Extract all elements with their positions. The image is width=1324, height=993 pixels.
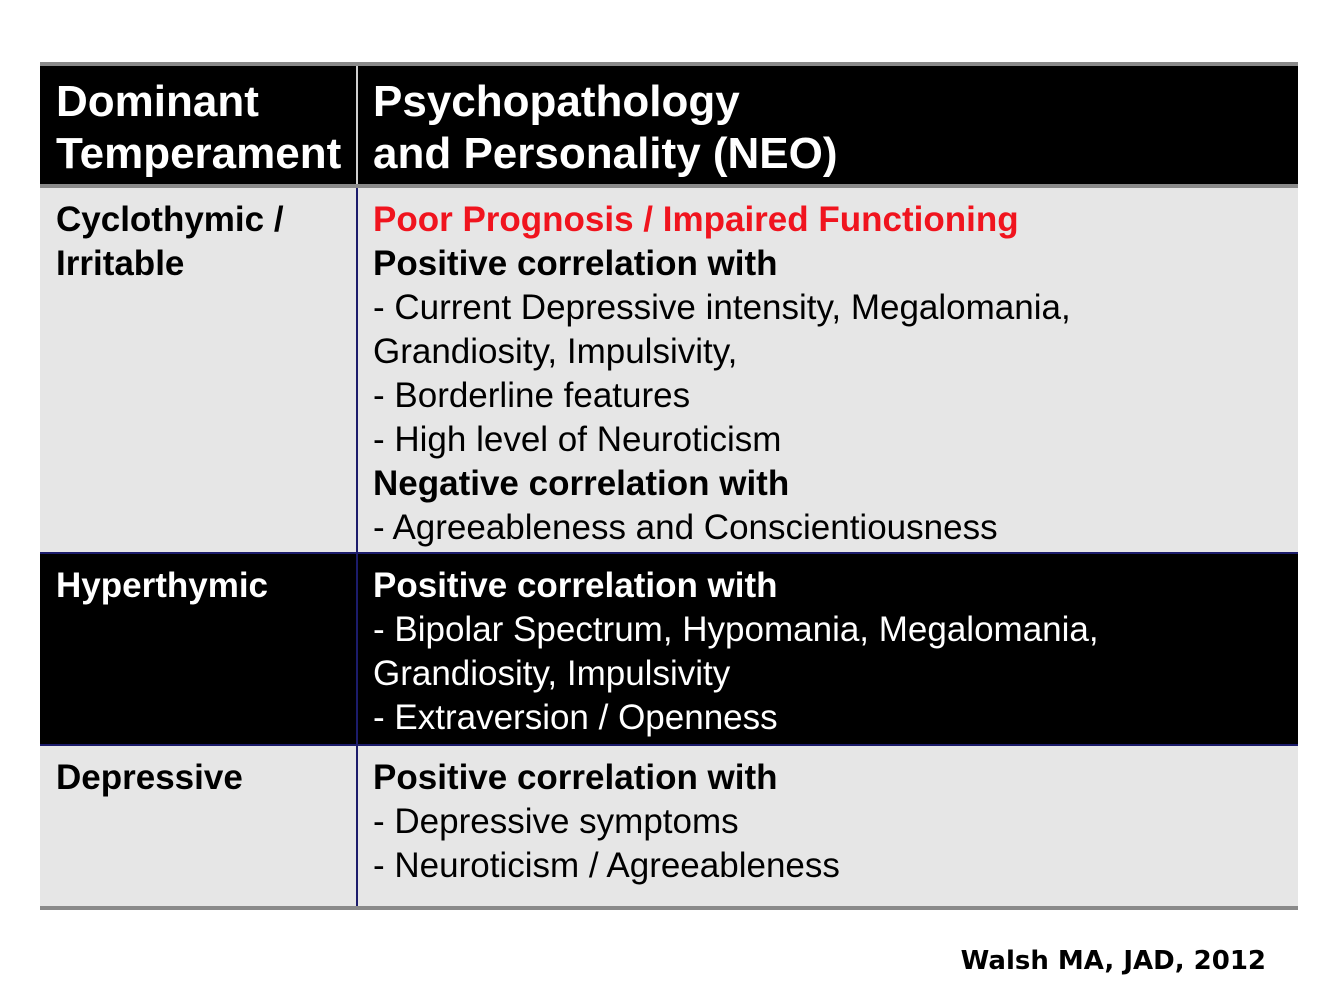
correlation-heading: Positive correlation with xyxy=(373,566,778,605)
correlation-heading: Positive correlation with xyxy=(373,758,778,797)
temperament-table xyxy=(40,62,1298,910)
citation: Walsh MA, JAD, 2012 xyxy=(960,946,1266,976)
correlation-item: - Agreeableness and Conscientiousness xyxy=(373,508,998,547)
correlation-heading: Negative correlation with xyxy=(373,464,790,503)
temperament-name: Hyperthymic xyxy=(56,566,269,605)
table-row-cyclothymic xyxy=(40,188,1298,552)
correlation-item: Grandiosity, Impulsivity, xyxy=(373,332,738,371)
header-right-line: and Personality (NEO) xyxy=(373,129,838,178)
temperament-name: Irritable xyxy=(56,244,185,283)
correlation-item: - Depressive symptoms xyxy=(373,802,739,841)
correlation-item: - Extraversion / Openness xyxy=(373,698,778,737)
correlation-cell xyxy=(358,554,1298,744)
correlation-item: - Current Depressive intensity, Megalomania, xyxy=(373,288,1071,327)
temperament-cell xyxy=(40,188,358,552)
correlation-cell xyxy=(358,188,1298,552)
correlation-item: - Neuroticism / Agreeableness xyxy=(373,846,840,885)
header-dominant-temperament xyxy=(40,66,358,184)
correlation-cell xyxy=(358,746,1298,906)
table-row-depressive xyxy=(40,746,1298,906)
temperament-cell xyxy=(40,746,358,906)
header-psychopathology xyxy=(358,66,1298,184)
correlation-item: - Borderline features xyxy=(373,376,691,415)
table-header-row xyxy=(40,66,1298,188)
temperament-name: Cyclothymic / xyxy=(56,200,284,239)
correlation-item: Grandiosity, Impulsivity xyxy=(373,654,731,693)
header-left-line: Dominant xyxy=(56,77,259,126)
header-left-line: Temperament xyxy=(56,129,342,178)
poor-prognosis-label: Poor Prognosis / Impaired Functioning xyxy=(373,200,1019,239)
temperament-cell xyxy=(40,554,358,744)
temperament-name: Depressive xyxy=(56,758,243,797)
correlation-item: - High level of Neuroticism xyxy=(373,420,782,459)
correlation-heading: Positive correlation with xyxy=(373,244,778,283)
table-row-hyperthymic xyxy=(40,552,1298,746)
header-right-line: Psychopathology xyxy=(373,77,740,126)
correlation-item: - Bipolar Spectrum, Hypomania, Megalomania, xyxy=(373,610,1099,649)
